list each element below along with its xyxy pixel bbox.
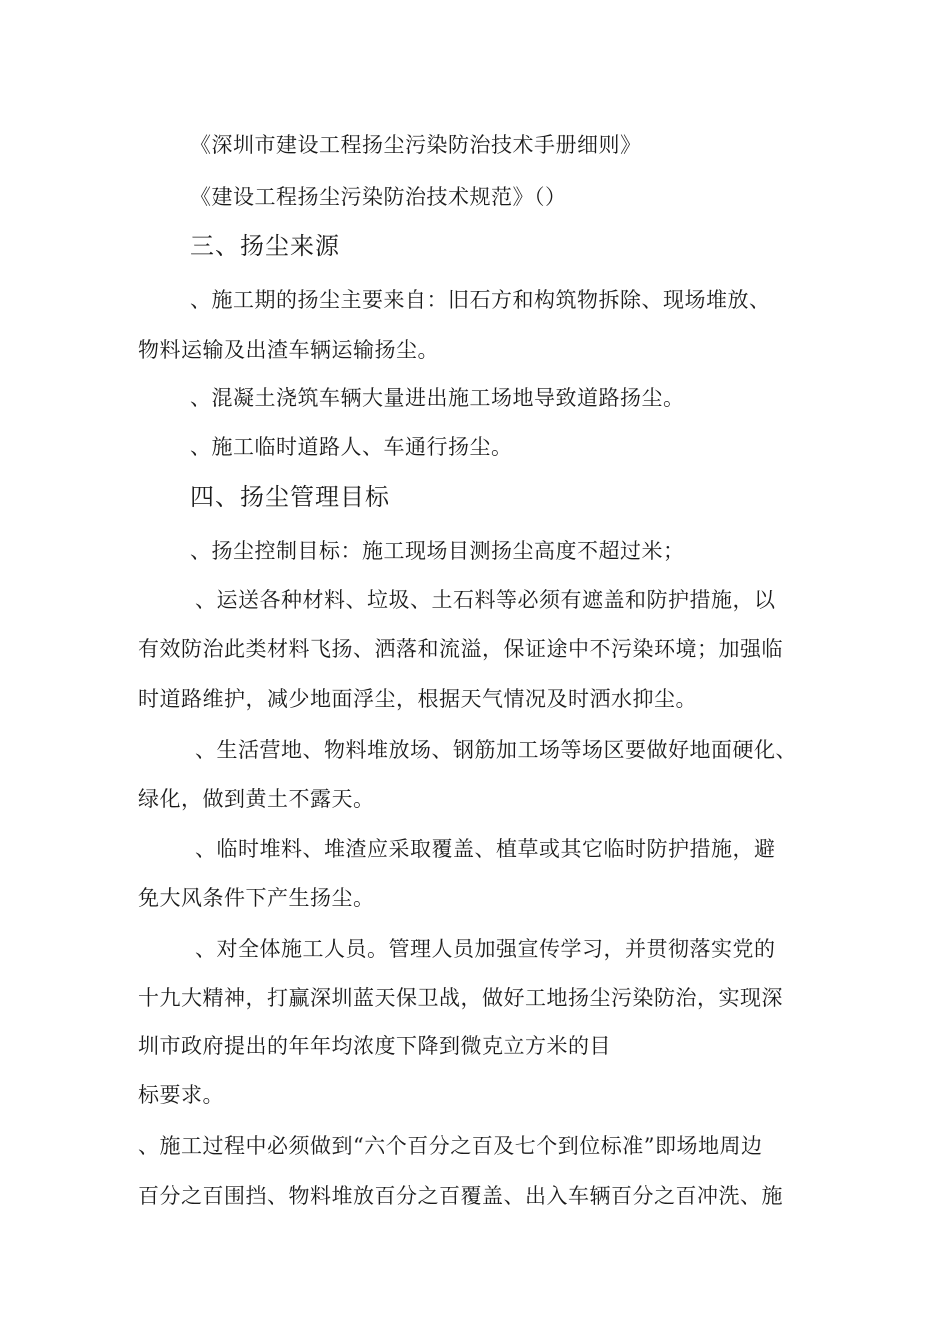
paragraph-line: 标要求。 (138, 1083, 224, 1107)
paragraph-line: 绿化，做到黄土不露天。 (138, 787, 375, 811)
reference-line-1: 《深圳市建设工程扬尘污染防治技术手册细则》 (190, 133, 642, 157)
paragraph-line: 、混凝土浇筑车辆大量进出施工场地导致道路扬尘。 (190, 386, 685, 410)
paragraph-line: 有效防治此类材料飞扬、洒落和流溢，保证途中不污染环境；加强临 (138, 637, 783, 661)
paragraph-line: 、扬尘控制目标：施工现场目测扬尘高度不超过米； (190, 539, 685, 563)
paragraph-line: 、运送各种材料、垃圾、土石料等必须有遮盖和防护措施，以 (195, 588, 776, 612)
paragraph-line: 、施工过程中必须做到“六个百分之百及七个到位标准”即场地周边 (138, 1134, 763, 1158)
paragraph-line: 十九大精神，打赢深圳蓝天保卫战，做好工地扬尘污染防治，实现深 (138, 986, 783, 1010)
paragraph-line: 物料运输及出渣车辆运输扬尘。 (138, 338, 439, 362)
paragraph-line: 时道路维护，减少地面浮尘，根据天气情况及时洒水抑尘。 (138, 687, 697, 711)
paragraph-line: 、生活营地、物料堆放场、钢筋加工场等场区要做好地面硬化、 (195, 738, 797, 762)
reference-line-2: 《建设工程扬尘污染防治技术规范》（） (190, 185, 567, 209)
paragraph-line: 免大风条件下产生扬尘。 (138, 886, 375, 910)
paragraph-line: 、临时堆料、堆渣应采取覆盖、植草或其它临时防护措施，避 (195, 837, 776, 861)
section-heading-sources: 三、扬尘来源 (190, 232, 340, 260)
paragraph-line: 、对全体施工人员。管理人员加强宣传学习，并贯彻落实党的 (195, 937, 776, 961)
paragraph-line: 、施工临时道路人、车通行扬尘。 (190, 435, 513, 459)
paragraph-line: 、施工期的扬尘主要来自：旧石方和构筑物拆除、现场堆放、 (190, 288, 771, 312)
paragraph-line: 百分之百围挡、物料堆放百分之百覆盖、出入车辆百分之百冲洗、施 (138, 1184, 783, 1208)
paragraph-line: 圳市政府提出的年年均浓度下降到微克立方米的目 (138, 1034, 611, 1058)
section-heading-goals: 四、扬尘管理目标 (190, 483, 390, 511)
